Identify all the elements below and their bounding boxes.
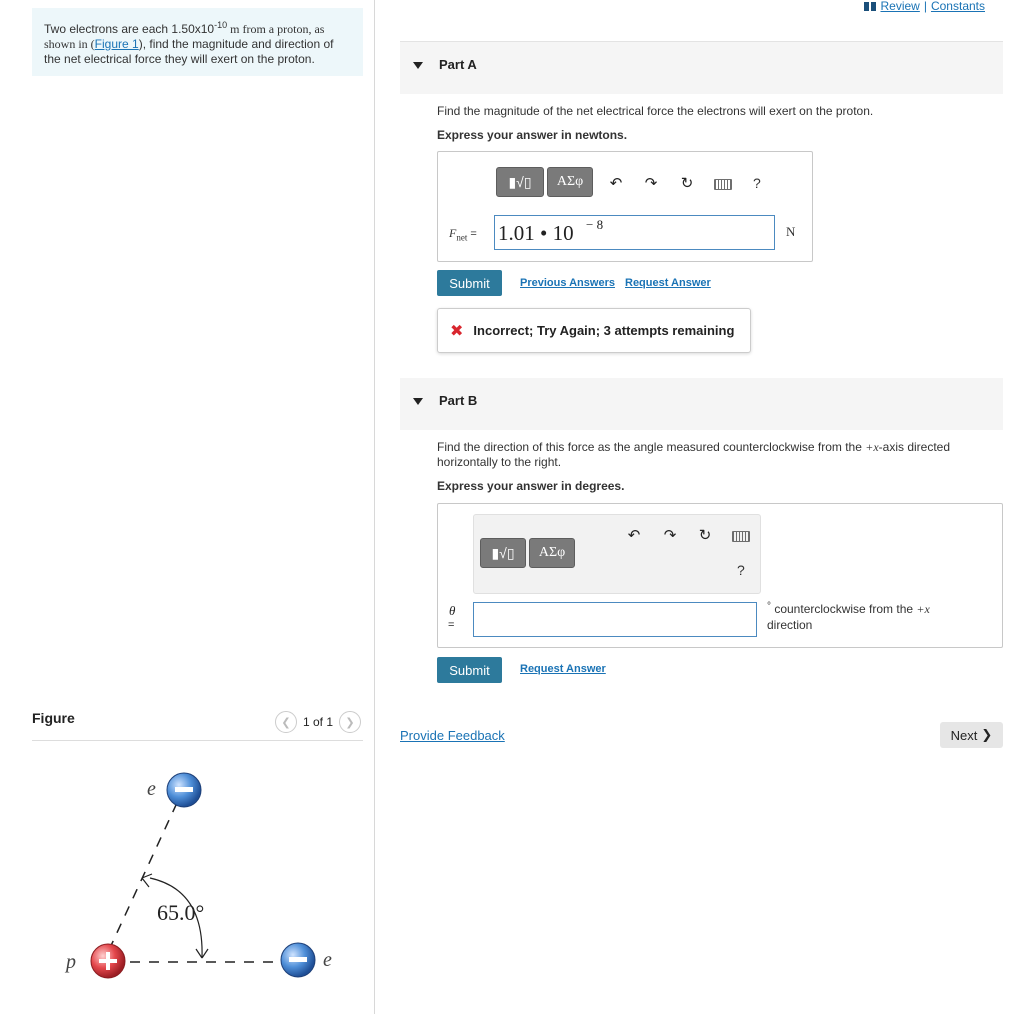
degree-sign: ° xyxy=(767,601,771,612)
part-b-label: Part B xyxy=(439,393,478,408)
part-b-answer-input[interactable] xyxy=(473,602,757,637)
unit-axis: +x xyxy=(916,602,930,616)
part-b-question-2: -axis directed horizontally to the right. xyxy=(437,440,951,469)
answer-mantissa: 1.01 • 10 xyxy=(498,221,574,245)
part-b-question xyxy=(437,440,982,470)
feedback-text: Incorrect; Try Again; 3 attempts remaining xyxy=(473,323,735,338)
figure-link[interactable]: Figure 1 xyxy=(94,37,139,51)
symbols-icon: ΑΣφ xyxy=(556,174,584,189)
part-b-request-answer-link[interactable]: Request Answer xyxy=(520,663,606,675)
chevron-right-icon: ❯ xyxy=(345,716,355,729)
symbols-button[interactable] xyxy=(547,167,593,197)
part-b-question-1: Find the direction of this force as the angle measured counterclockwise from the xyxy=(437,440,866,454)
f-var: F xyxy=(449,226,457,240)
undo-icon[interactable]: ↶ xyxy=(609,175,623,192)
next-figure-button[interactable] xyxy=(339,711,361,733)
constants-link[interactable]: Constants xyxy=(930,0,985,13)
f-net-label xyxy=(449,226,477,242)
figure-pager xyxy=(275,711,361,733)
error-x-icon: ✖ xyxy=(450,322,464,340)
problem-text-3: ), find the magnitude and direction of the net electrical force they will exert on the proton. xyxy=(44,37,334,66)
review-link[interactable]: Review xyxy=(880,0,920,13)
next-button[interactable] xyxy=(940,722,1003,748)
templates-icon: ▮√▯ xyxy=(491,544,515,561)
caret-down-icon xyxy=(413,62,423,69)
dashed-line-to-top-electron xyxy=(109,792,182,950)
problem-text-1: Two electrons are each 1.50x10 xyxy=(44,22,215,36)
part-a-header[interactable] xyxy=(400,42,1003,94)
equals-sign: = xyxy=(470,228,477,240)
proton-label: p xyxy=(66,951,76,973)
electron-right-label: e xyxy=(323,949,332,971)
reset-icon[interactable]: ↻ xyxy=(698,527,712,544)
chevron-right-icon: ❯ xyxy=(981,727,993,742)
help-icon[interactable]: ? xyxy=(737,562,745,578)
part-a-feedback xyxy=(437,308,751,353)
f-sub: net xyxy=(456,232,468,243)
angle-label: 65.0° xyxy=(157,900,205,925)
templates-button[interactable] xyxy=(496,167,544,197)
figure-diagram xyxy=(32,750,363,1000)
part-b-unit xyxy=(767,602,967,633)
chevron-left-icon: ❮ xyxy=(281,716,291,729)
book-icon xyxy=(864,2,876,11)
column-divider xyxy=(374,0,375,1014)
figure-header xyxy=(32,708,363,741)
part-a-answer-input[interactable] xyxy=(494,215,775,250)
part-b-instruction: Express your answer in degrees. xyxy=(437,479,625,493)
previous-answers-link[interactable]: Previous Answers xyxy=(520,277,615,289)
answer-exponent: − 8 xyxy=(586,217,604,232)
symbols-icon: ΑΣφ xyxy=(538,545,566,560)
electron-top-minus xyxy=(175,787,193,792)
keyboard-icon[interactable] xyxy=(714,179,732,190)
provide-feedback-link[interactable]: Provide Feedback xyxy=(400,728,505,743)
figure-title: Figure xyxy=(32,710,75,726)
templates-button[interactable] xyxy=(480,538,526,568)
pager-text: 1 of 1 xyxy=(302,715,333,729)
part-b-submit-button[interactable]: Submit xyxy=(437,657,502,683)
templates-icon: ▮√▯ xyxy=(508,173,532,190)
top-links xyxy=(864,0,985,13)
undo-icon[interactable]: ↶ xyxy=(627,527,641,544)
symbols-button[interactable] xyxy=(529,538,575,568)
unit-text: counterclockwise from the xyxy=(771,602,917,616)
next-label: Next xyxy=(950,727,978,743)
part-b-header[interactable] xyxy=(400,378,1003,430)
part-a-unit: N xyxy=(786,224,796,239)
part-a-answer-box xyxy=(437,151,813,262)
electron-top-label: e xyxy=(147,778,156,800)
keyboard-icon[interactable] xyxy=(732,531,750,542)
electron-right-minus xyxy=(289,957,307,962)
part-a-instruction: Express your answer in newtons. xyxy=(437,128,628,142)
help-icon[interactable]: ? xyxy=(753,175,761,191)
problem-exponent: -10 xyxy=(214,20,228,30)
part-b-question-axis: +x xyxy=(865,440,879,454)
unit-text-2: direction xyxy=(767,618,813,632)
problem-statement xyxy=(32,8,363,76)
part-a-label: Part A xyxy=(439,57,477,72)
redo-icon[interactable]: ↷ xyxy=(663,527,677,544)
part-b-answer-box xyxy=(437,503,1003,648)
part-a-request-answer-link[interactable]: Request Answer xyxy=(625,277,711,289)
part-b-toolbar xyxy=(473,514,761,594)
caret-down-icon xyxy=(413,398,423,405)
part-a-submit-button[interactable]: Submit xyxy=(437,270,502,296)
equals-sign: = xyxy=(448,619,455,631)
theta-label: θ xyxy=(449,603,456,618)
prev-figure-button[interactable] xyxy=(275,711,297,733)
part-a-question: Find the magnitude of the net electrical force the electrons will exert on the proton. xyxy=(437,104,874,118)
problem-text-2: m from a proton, as shown in ( xyxy=(44,22,325,51)
redo-icon[interactable]: ↷ xyxy=(644,175,658,192)
proton-plus-v xyxy=(106,952,110,970)
top-links-separator: | xyxy=(923,0,927,13)
reset-icon[interactable]: ↻ xyxy=(680,175,694,192)
